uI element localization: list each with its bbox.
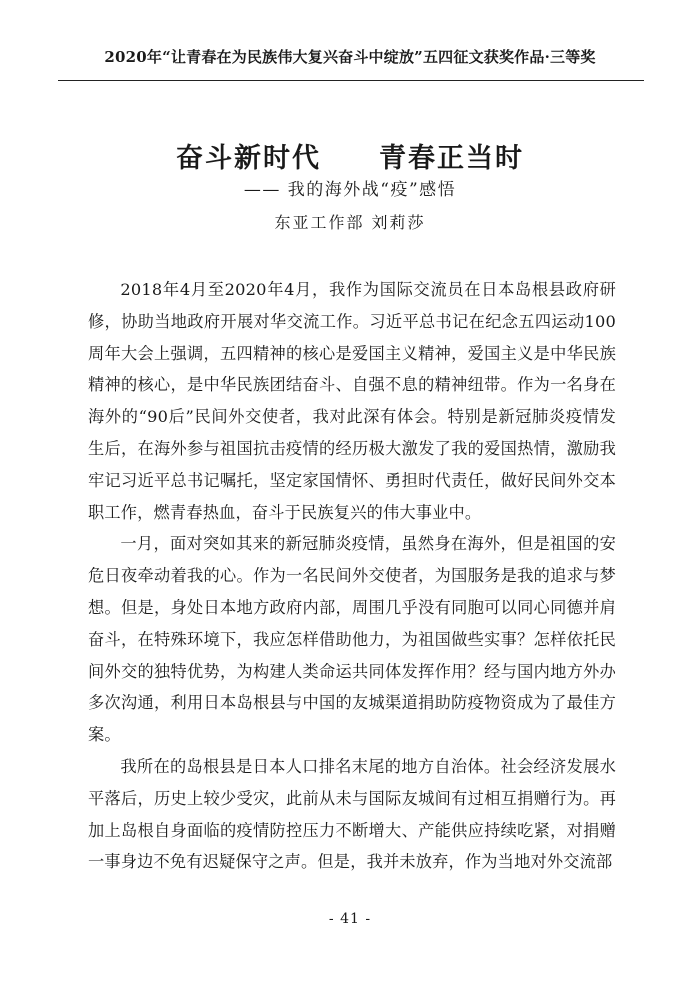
article-author: 东亚工作部 刘莉莎 <box>274 213 426 232</box>
page-number: - 41 - <box>328 911 372 927</box>
paragraph-1: 2018年4月至2020年4月，我作为国际交流员在日本岛根县政府研修，协助当地政府开展对华交流工作。习近平总书记在纪念五四运动100周年大会上强调，五四精神的核心是爱国主义精神，爱国主义是中华民族精神的核心，是中华民族团结奋斗、自强不息的精神纽带。作为一名身在海外的“90后”民间外交使者，我对此深有体会。特别是新冠肺炎疫情发生后，在海外参与祖国抗击疫情的经历极大激发了我的爱国热情，激励我牢记习近平总书记嘱托，坚定家国情怀、勇担时代责任，做好民间外交本职工作，燃青春热血，奋斗于民族复兴的伟大事业中。 <box>88 280 616 522</box>
running-header: 2020年“让青春在为民族伟大复兴奋斗中绽放”五四征文获奖作品·三等奖 <box>104 48 596 66</box>
article-title: 奋斗新时代 青春正当时 <box>176 143 524 174</box>
paragraph-2: 一月，面对突如其来的新冠肺炎疫情，虽然身在海外，但是祖国的安危日夜牵动着我的心。作为一名民间外交使者，为国服务是我的追求与梦想。但是，身处日本地方政府内部，周围几乎没有同胞可以同心同德并肩奋斗，在特殊环境下，我应怎样借助他力，为祖国做些实事？怎样依托民间外交的独特优势，为构建人类命运共同体发挥作用？经与国内地方外办多次沟通，利用日本岛根县与中国的友城渠道捐助防疫物资成为了最佳方案。 <box>88 534 616 745</box>
header-rule <box>58 80 644 81</box>
paragraph-3: 我所在的岛根县是日本人口排名末尾的地方自治体。社会经济发展水平落后，历史上较少受灾，此前从未与国际友城间有过相互捐赠行为。再加上岛根自身面临的疫情防控压力不断增大、产能供应持续吃紧，对捐赠一事身边不免有迟疑保守之声。但是，我并未放弃，作为当地对外交流部 <box>88 756 616 872</box>
article-subtitle: —— 我的海外战“疫”感悟 <box>243 180 457 200</box>
article-body <box>88 274 616 878</box>
